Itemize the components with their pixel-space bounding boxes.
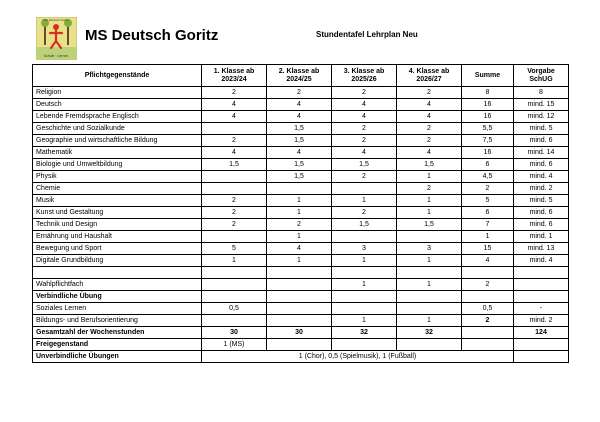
row-subject: Technik und Design bbox=[33, 219, 202, 231]
row-cell-k4: 2 bbox=[397, 87, 462, 99]
logo-text-bottom: Schule · Lernen bbox=[43, 54, 69, 58]
row-subject: Bewegung und Sport bbox=[33, 243, 202, 255]
row-cell-k3: 4 bbox=[332, 147, 397, 159]
table-row-unverbindliche bbox=[33, 351, 569, 363]
table-row bbox=[33, 303, 569, 315]
table-row bbox=[33, 267, 569, 279]
row-cell-k3: 1,5 bbox=[332, 219, 397, 231]
row-cell-vorgabe bbox=[514, 291, 569, 303]
row-cell-vorgabe: mind. 5 bbox=[514, 123, 569, 135]
row-cell-k2: 1 bbox=[267, 255, 332, 267]
row-cell-sum: 7 bbox=[462, 219, 514, 231]
col-header-summe: Summe bbox=[462, 65, 514, 87]
row-cell-k2: 30 bbox=[267, 327, 332, 339]
row-cell-k1 bbox=[202, 315, 267, 327]
row-cell-k4: 2 bbox=[397, 123, 462, 135]
curriculum-table bbox=[32, 64, 569, 363]
row-cell-k4: 2 bbox=[397, 135, 462, 147]
table-row bbox=[33, 195, 569, 207]
table-row bbox=[33, 279, 569, 291]
row-cell-k1 bbox=[202, 279, 267, 291]
row-cell-sum: 7,5 bbox=[462, 135, 514, 147]
table-row bbox=[33, 339, 569, 351]
row-cell-k4: 3 bbox=[397, 243, 462, 255]
row-cell-k3: 2 bbox=[332, 123, 397, 135]
row-cell-vorgabe: mind. 6 bbox=[514, 219, 569, 231]
table-row bbox=[33, 207, 569, 219]
row-cell-k3 bbox=[332, 183, 397, 195]
row-cell-sum bbox=[462, 291, 514, 303]
row-cell-sum: 5 bbox=[462, 195, 514, 207]
row-cell-k2 bbox=[267, 291, 332, 303]
row-cell-k4: 1 bbox=[397, 207, 462, 219]
row-cell-k4 bbox=[397, 303, 462, 315]
row-subject: Unverbindliche Übungen bbox=[33, 351, 202, 363]
row-cell-sum: 4,5 bbox=[462, 171, 514, 183]
plan-title: Stundentafel Lehrplan Neu bbox=[316, 30, 418, 39]
row-cell-k3: 3 bbox=[332, 243, 397, 255]
row-cell-k4: 1,5 bbox=[397, 219, 462, 231]
row-cell-k2 bbox=[267, 279, 332, 291]
row-cell-sum: 16 bbox=[462, 147, 514, 159]
table-row bbox=[33, 159, 569, 171]
row-cell-k3: 1,5 bbox=[332, 159, 397, 171]
row-merged-cell: 1 (Chor), 0,5 (Spielmusik), 1 (Fußball) bbox=[202, 351, 514, 363]
row-cell-k4: 32 bbox=[397, 327, 462, 339]
col-header-klasse-2: 2. Klasse ab 2024/25 bbox=[267, 65, 332, 87]
row-cell-k3: 1 bbox=[332, 315, 397, 327]
row-cell-k4: 4 bbox=[397, 147, 462, 159]
row-cell-k1: 2 bbox=[202, 207, 267, 219]
row-subject: Verbindliche Übung bbox=[33, 291, 202, 303]
row-cell-k3 bbox=[332, 291, 397, 303]
row-cell-vorgabe: mind. 15 bbox=[514, 99, 569, 111]
row-cell-k2: 1 bbox=[267, 207, 332, 219]
table-row bbox=[33, 315, 569, 327]
row-cell-sum: 1 bbox=[462, 231, 514, 243]
row-cell-k2 bbox=[267, 315, 332, 327]
row-cell-k1: 4 bbox=[202, 99, 267, 111]
row-cell-sum: 15 bbox=[462, 243, 514, 255]
row-cell-vorgabe: mind. 6 bbox=[514, 207, 569, 219]
row-cell-sum: 5,5 bbox=[462, 123, 514, 135]
row-cell-k1: 1 bbox=[202, 255, 267, 267]
row-cell-sum: 16 bbox=[462, 111, 514, 123]
row-cell-k4 bbox=[397, 339, 462, 351]
table-row bbox=[33, 147, 569, 159]
row-cell-k3: 2 bbox=[332, 171, 397, 183]
row-cell-k2: 1,5 bbox=[267, 171, 332, 183]
row-cell-k1 bbox=[202, 123, 267, 135]
row-cell-k3: 1 bbox=[332, 255, 397, 267]
row-cell-k2: 1,5 bbox=[267, 159, 332, 171]
row-cell-k2: 4 bbox=[267, 111, 332, 123]
row-cell-k4: 4 bbox=[397, 99, 462, 111]
table-row bbox=[33, 291, 569, 303]
row-subject: Mathematik bbox=[33, 147, 202, 159]
row-cell-k2: 4 bbox=[267, 243, 332, 255]
row-cell-sum bbox=[462, 267, 514, 279]
row-subject: Religion bbox=[33, 87, 202, 99]
row-cell-k3 bbox=[332, 339, 397, 351]
row-subject: Gesamtzahl der Wochenstunden bbox=[33, 327, 202, 339]
row-subject: Ernährung und Haushalt bbox=[33, 231, 202, 243]
col-header-klasse-4: 4. Klasse ab 2026/27 bbox=[397, 65, 462, 87]
row-cell-k1 bbox=[202, 231, 267, 243]
row-cell-k3: 32 bbox=[332, 327, 397, 339]
table-row bbox=[33, 87, 569, 99]
row-cell-k2 bbox=[267, 339, 332, 351]
row-cell-k1 bbox=[202, 171, 267, 183]
row-cell-sum bbox=[462, 327, 514, 339]
row-cell-sum: 2 bbox=[462, 279, 514, 291]
table-header-row bbox=[33, 65, 569, 87]
row-cell-vorgabe: mind. 13 bbox=[514, 243, 569, 255]
row-cell-k1 bbox=[202, 267, 267, 279]
row-cell-k2: 4 bbox=[267, 147, 332, 159]
row-subject: Soziales Lernen bbox=[33, 303, 202, 315]
logo-text-top: MS Deutsch Goritz bbox=[43, 18, 69, 22]
row-cell-k1: 30 bbox=[202, 327, 267, 339]
row-cell-sum: 8 bbox=[462, 87, 514, 99]
row-cell-k1: 2 bbox=[202, 219, 267, 231]
row-cell-k2: 2 bbox=[267, 87, 332, 99]
row-cell-sum bbox=[462, 339, 514, 351]
row-cell-vorgabe: - bbox=[514, 303, 569, 315]
col-header-vorgabe: Vorgabe SchUG bbox=[514, 65, 569, 87]
row-cell-k1: 2 bbox=[202, 195, 267, 207]
row-cell-vorgabe: mind. 5 bbox=[514, 195, 569, 207]
row-cell-vorgabe bbox=[514, 279, 569, 291]
row-cell-k2: 1,5 bbox=[267, 123, 332, 135]
row-cell-k1: 5 bbox=[202, 243, 267, 255]
row-cell-vorgabe: mind. 4 bbox=[514, 171, 569, 183]
table-row bbox=[33, 111, 569, 123]
row-cell-sum: 2 bbox=[462, 183, 514, 195]
school-logo bbox=[36, 17, 77, 60]
row-cell-k3: 1 bbox=[332, 195, 397, 207]
row-cell-vorgabe: mind. 2 bbox=[514, 183, 569, 195]
row-subject: Geschichte und Sozialkunde bbox=[33, 123, 202, 135]
row-cell-k3: 4 bbox=[332, 99, 397, 111]
table-row bbox=[33, 243, 569, 255]
table-row bbox=[33, 99, 569, 111]
row-cell-k4: 1 bbox=[397, 315, 462, 327]
row-subject: Musik bbox=[33, 195, 202, 207]
table-body bbox=[33, 87, 569, 363]
table-row bbox=[33, 171, 569, 183]
table-row bbox=[33, 135, 569, 147]
row-cell-k4: 1,5 bbox=[397, 159, 462, 171]
row-cell-k3 bbox=[332, 303, 397, 315]
row-cell-vorgabe: 8 bbox=[514, 87, 569, 99]
row-cell-vorgabe: mind. 1 bbox=[514, 231, 569, 243]
row-cell-k2 bbox=[267, 303, 332, 315]
row-cell-k2 bbox=[267, 183, 332, 195]
row-subject: Freigegenstand bbox=[33, 339, 202, 351]
row-subject: Deutsch bbox=[33, 99, 202, 111]
row-cell-k1: 2 bbox=[202, 135, 267, 147]
table-row bbox=[33, 219, 569, 231]
row-cell-k3: 2 bbox=[332, 87, 397, 99]
row-subject bbox=[33, 267, 202, 279]
row-subject: Kunst und Gestaltung bbox=[33, 207, 202, 219]
row-cell-vorgabe bbox=[514, 339, 569, 351]
row-cell-k2: 1 bbox=[267, 195, 332, 207]
row-cell-k2 bbox=[267, 267, 332, 279]
row-cell-k3: 1 bbox=[332, 279, 397, 291]
row-subject: Digitale Grundbildung bbox=[33, 255, 202, 267]
row-cell-vorgabe: mind. 14 bbox=[514, 147, 569, 159]
row-cell-vorgabe: 124 bbox=[514, 327, 569, 339]
school-name: MS Deutsch Goritz bbox=[85, 27, 219, 44]
row-subject: Wahlpflichtfach bbox=[33, 279, 202, 291]
row-cell-k2: 1,5 bbox=[267, 135, 332, 147]
row-cell-sum: 6 bbox=[462, 207, 514, 219]
row-cell-vorgabe: mind. 2 bbox=[514, 315, 569, 327]
row-cell-k1: 4 bbox=[202, 147, 267, 159]
col-header-klasse-3: 3. Klasse ab 2025/26 bbox=[332, 65, 397, 87]
row-cell-k1 bbox=[202, 183, 267, 195]
row-subject: Geographie und wirtschaftliche Bildung bbox=[33, 135, 202, 147]
row-cell-k2: 1 bbox=[267, 231, 332, 243]
col-header-subject: Pflichtgegenstände bbox=[33, 65, 202, 87]
row-cell-k1: 1,5 bbox=[202, 159, 267, 171]
row-cell-k1: 4 bbox=[202, 111, 267, 123]
row-cell-vorgabe: mind. 6 bbox=[514, 135, 569, 147]
col-header-klasse-1: 1. Klasse ab 2023/24 bbox=[202, 65, 267, 87]
row-cell-k3 bbox=[332, 267, 397, 279]
row-cell-k1 bbox=[202, 291, 267, 303]
row-cell-sum: 16 bbox=[462, 99, 514, 111]
row-cell-k4 bbox=[397, 267, 462, 279]
row-cell-k4: 1 bbox=[397, 255, 462, 267]
row-cell-k3: 4 bbox=[332, 111, 397, 123]
row-subject: Biologie und Umweltbildung bbox=[33, 159, 202, 171]
row-cell-k1: 2 bbox=[202, 87, 267, 99]
row-cell-vorgabe: mind. 6 bbox=[514, 159, 569, 171]
row-subject: Lebende Fremdsprache Englisch bbox=[33, 111, 202, 123]
row-cell-k4: 1 bbox=[397, 279, 462, 291]
row-cell-k3: 2 bbox=[332, 207, 397, 219]
row-subject: Chemie bbox=[33, 183, 202, 195]
table-row bbox=[33, 231, 569, 243]
table-row bbox=[33, 183, 569, 195]
row-cell-k4: 2 bbox=[397, 183, 462, 195]
row-cell-k4: 4 bbox=[397, 111, 462, 123]
row-cell-k4 bbox=[397, 291, 462, 303]
row-subject: Physik bbox=[33, 171, 202, 183]
row-cell-k3 bbox=[332, 231, 397, 243]
row-cell-k3: 2 bbox=[332, 135, 397, 147]
row-cell-k4 bbox=[397, 231, 462, 243]
row-cell-k2: 4 bbox=[267, 99, 332, 111]
row-cell-vorgabe: mind. 4 bbox=[514, 255, 569, 267]
row-cell-sum: 2 bbox=[462, 315, 514, 327]
row-cell-k4: 1 bbox=[397, 171, 462, 183]
row-cell-k1: 0,5 bbox=[202, 303, 267, 315]
row-cell-sum: 0,5 bbox=[462, 303, 514, 315]
row-subject: Bildungs- und Berufsorientierung bbox=[33, 315, 202, 327]
row-cell-vorgabe bbox=[514, 267, 569, 279]
row-cell-k2: 2 bbox=[267, 219, 332, 231]
row-cell-k4: 1 bbox=[397, 195, 462, 207]
table-row bbox=[33, 123, 569, 135]
table-row bbox=[33, 327, 569, 339]
row-cell-vorgabe bbox=[514, 351, 569, 363]
table-row bbox=[33, 255, 569, 267]
row-cell-vorgabe: mind. 12 bbox=[514, 111, 569, 123]
row-cell-k1: 1 (MS) bbox=[202, 339, 267, 351]
row-cell-sum: 6 bbox=[462, 159, 514, 171]
row-cell-sum: 4 bbox=[462, 255, 514, 267]
